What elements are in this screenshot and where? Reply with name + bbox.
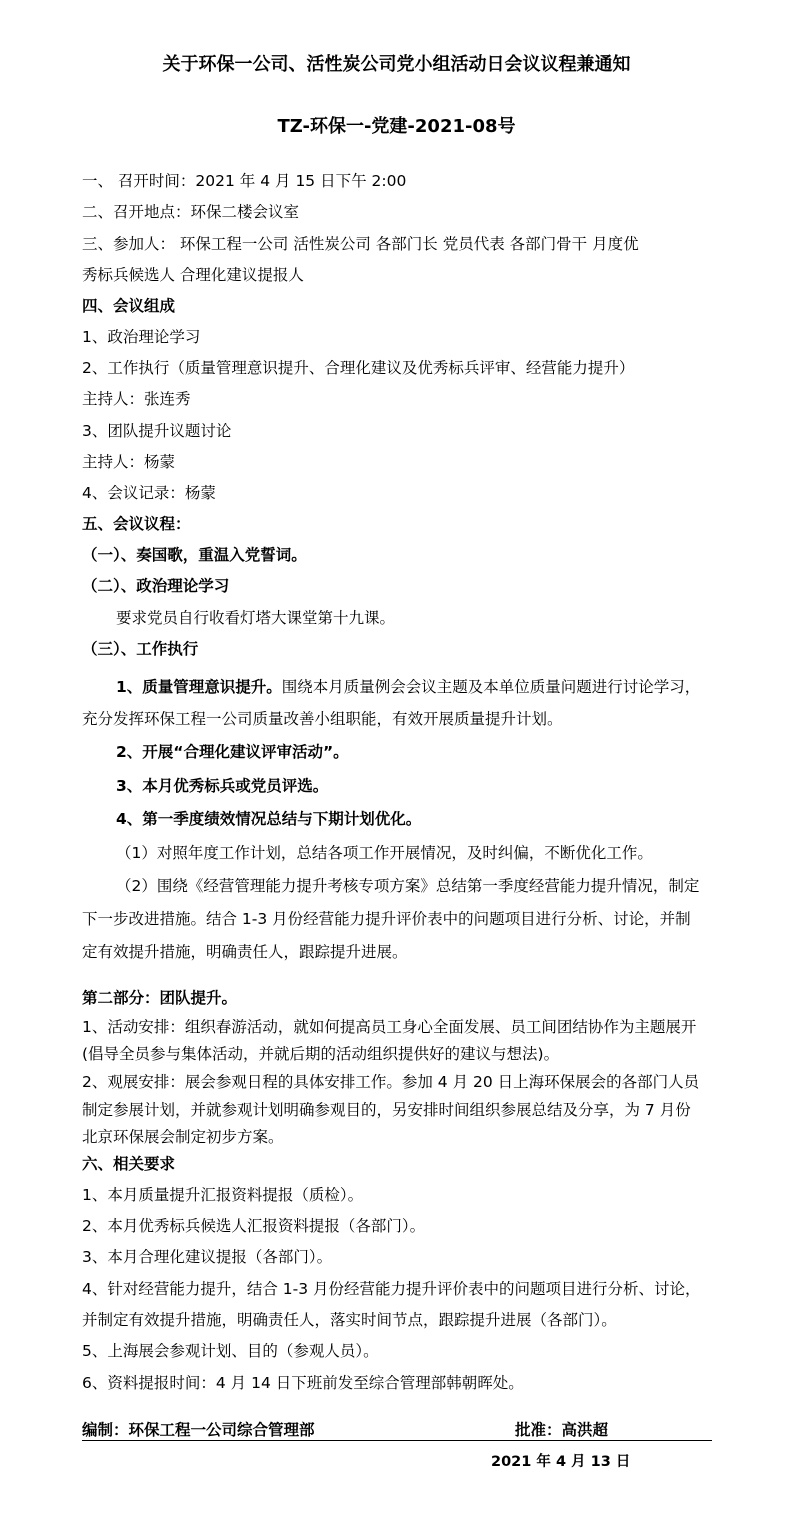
work-item-2: 2、开展“合理化建议评审活动”。 bbox=[116, 743, 349, 761]
part-2-item-2-line-1: 2、观展安排：展会参观日程的具体安排工作。参加 4 月 20 日上海环保展会的各部门人员 bbox=[82, 1073, 700, 1091]
requirement-5: 5、上海展会参观计划、目的（参观人员）。 bbox=[82, 1342, 379, 1360]
work-item-3: 3、本月优秀标兵或党员评选。 bbox=[116, 777, 329, 795]
work-item-4-sub-1: （1）对照年度工作计划，总结各项工作开展情况，及时纠偏，不断优化工作。 bbox=[116, 844, 653, 862]
part-2-item-1-line-2: (倡导全员参与集体活动，并就后期的活动组织提供好的建议与想法)。 bbox=[82, 1045, 560, 1063]
requirement-1: 1、本月质量提升汇报资料提报（质检）。 bbox=[82, 1186, 364, 1204]
agenda-item-2-text: 要求党员自行收看灯塔大课堂第十九课。 bbox=[116, 609, 396, 627]
work-item-4-sub-2-line-2: 下一步改进措施。结合 1-3 月份经营能力提升评价表中的问题项目进行分析、讨论，并制 bbox=[82, 910, 691, 928]
part-2-item-2-line-3: 北京环保展会制定初步方案。 bbox=[82, 1128, 284, 1146]
agenda-item-2: （二）、政治理论学习 bbox=[82, 577, 230, 595]
work-item-1-text: 围绕本月质量例会会议主题及本单位质量问题进行讨论学习， bbox=[281, 678, 701, 696]
work-item-1-line-2: 充分发挥环保工程一公司质量改善小组职能，有效开展质量提升计划。 bbox=[82, 710, 563, 728]
participants-line-2: 秀标兵候选人 合理化建议提报人 bbox=[82, 266, 304, 284]
agenda-item-1: （一）、奏国歌，重温入党誓词。 bbox=[82, 546, 307, 564]
composition-item-2: 2、工作执行（质量管理意识提升、合理化建议及优秀标兵评审、经营能力提升） bbox=[82, 359, 635, 377]
requirement-6: 6、资料提报时间：4 月 14 日下班前发至综合管理部韩朝晖处。 bbox=[82, 1374, 524, 1392]
composition-item-4: 4、会议记录：杨蒙 bbox=[82, 484, 216, 502]
work-item-4-sub-2-line-1: （2）围绕《经营管理能力提升考核专项方案》总结第一季度经营能力提升情况，制定 bbox=[116, 877, 700, 895]
requirements-heading: 六、相关要求 bbox=[82, 1155, 176, 1173]
requirement-4-line-2: 并制定有效提升措施，明确责任人，落实时间节点，跟踪提升进展（各部门）。 bbox=[82, 1311, 617, 1329]
host-2: 主持人：杨蒙 bbox=[82, 453, 176, 471]
part-2-heading: 第二部分：团队提升。 bbox=[82, 989, 238, 1007]
meeting-place: 二、召开地点：环保二楼会议室 bbox=[82, 203, 300, 221]
work-item-4: 4、第一季度绩效情况总结与下期计划优化。 bbox=[116, 810, 422, 828]
requirement-4-line-1: 4、针对经营能力提升，结合 1-3 月份经营能力提升评价表中的问题项目进行分析、讨论， bbox=[82, 1280, 701, 1298]
composition-item-3: 3、团队提升议题讨论 bbox=[82, 422, 232, 440]
work-item-1-heading: 1、质量管理意识提升。 bbox=[116, 678, 282, 696]
footer-divider bbox=[82, 1440, 712, 1441]
host-1: 主持人：张连秀 bbox=[82, 390, 191, 408]
composition-item-1: 1、政治理论学习 bbox=[82, 328, 201, 346]
work-item-4-sub-2-line-3: 定有效提升措施，明确责任人，跟踪提升进展。 bbox=[82, 943, 408, 961]
requirement-2: 2、本月优秀标兵候选人汇报资料提报（各部门）。 bbox=[82, 1217, 426, 1235]
editor-label: 编制：环保工程一公司综合管理部 bbox=[82, 1421, 315, 1439]
meeting-time: 一、 召开时间：2021 年 4 月 15 日下午 2:00 bbox=[82, 172, 407, 190]
document-number: TZ-环保一-党建-2021-08号 bbox=[277, 116, 516, 137]
work-item-1 bbox=[116, 677, 700, 697]
issue-date: 2021 年 4 月 13 日 bbox=[491, 1454, 631, 1470]
document-title: 关于环保一公司、活性炭公司党小组活动日会议议程兼通知 bbox=[162, 54, 631, 75]
participants-line-1: 三、参加人： 环保工程一公司 活性炭公司 各部门长 党员代表 各部门骨干 月度优 bbox=[82, 235, 639, 253]
agenda-item-3: （三）、工作执行 bbox=[82, 640, 199, 658]
composition-heading: 四、会议组成 bbox=[82, 297, 176, 315]
part-2-item-1-line-1: 1、活动安排：组织春游活动，就如何提高员工身心全面发展、员工间团结协作为主题展开 bbox=[82, 1018, 697, 1036]
agenda-heading: 五、会议议程： bbox=[82, 515, 191, 533]
part-2-item-2-line-2: 制定参展计划，并就参观计划明确参观目的，另安排时间组织参展总结及分享，为 7 月份 bbox=[82, 1101, 691, 1119]
requirement-3: 3、本月合理化建议提报（各部门）。 bbox=[82, 1248, 333, 1266]
approver-label: 批准：高洪超 bbox=[515, 1421, 609, 1439]
